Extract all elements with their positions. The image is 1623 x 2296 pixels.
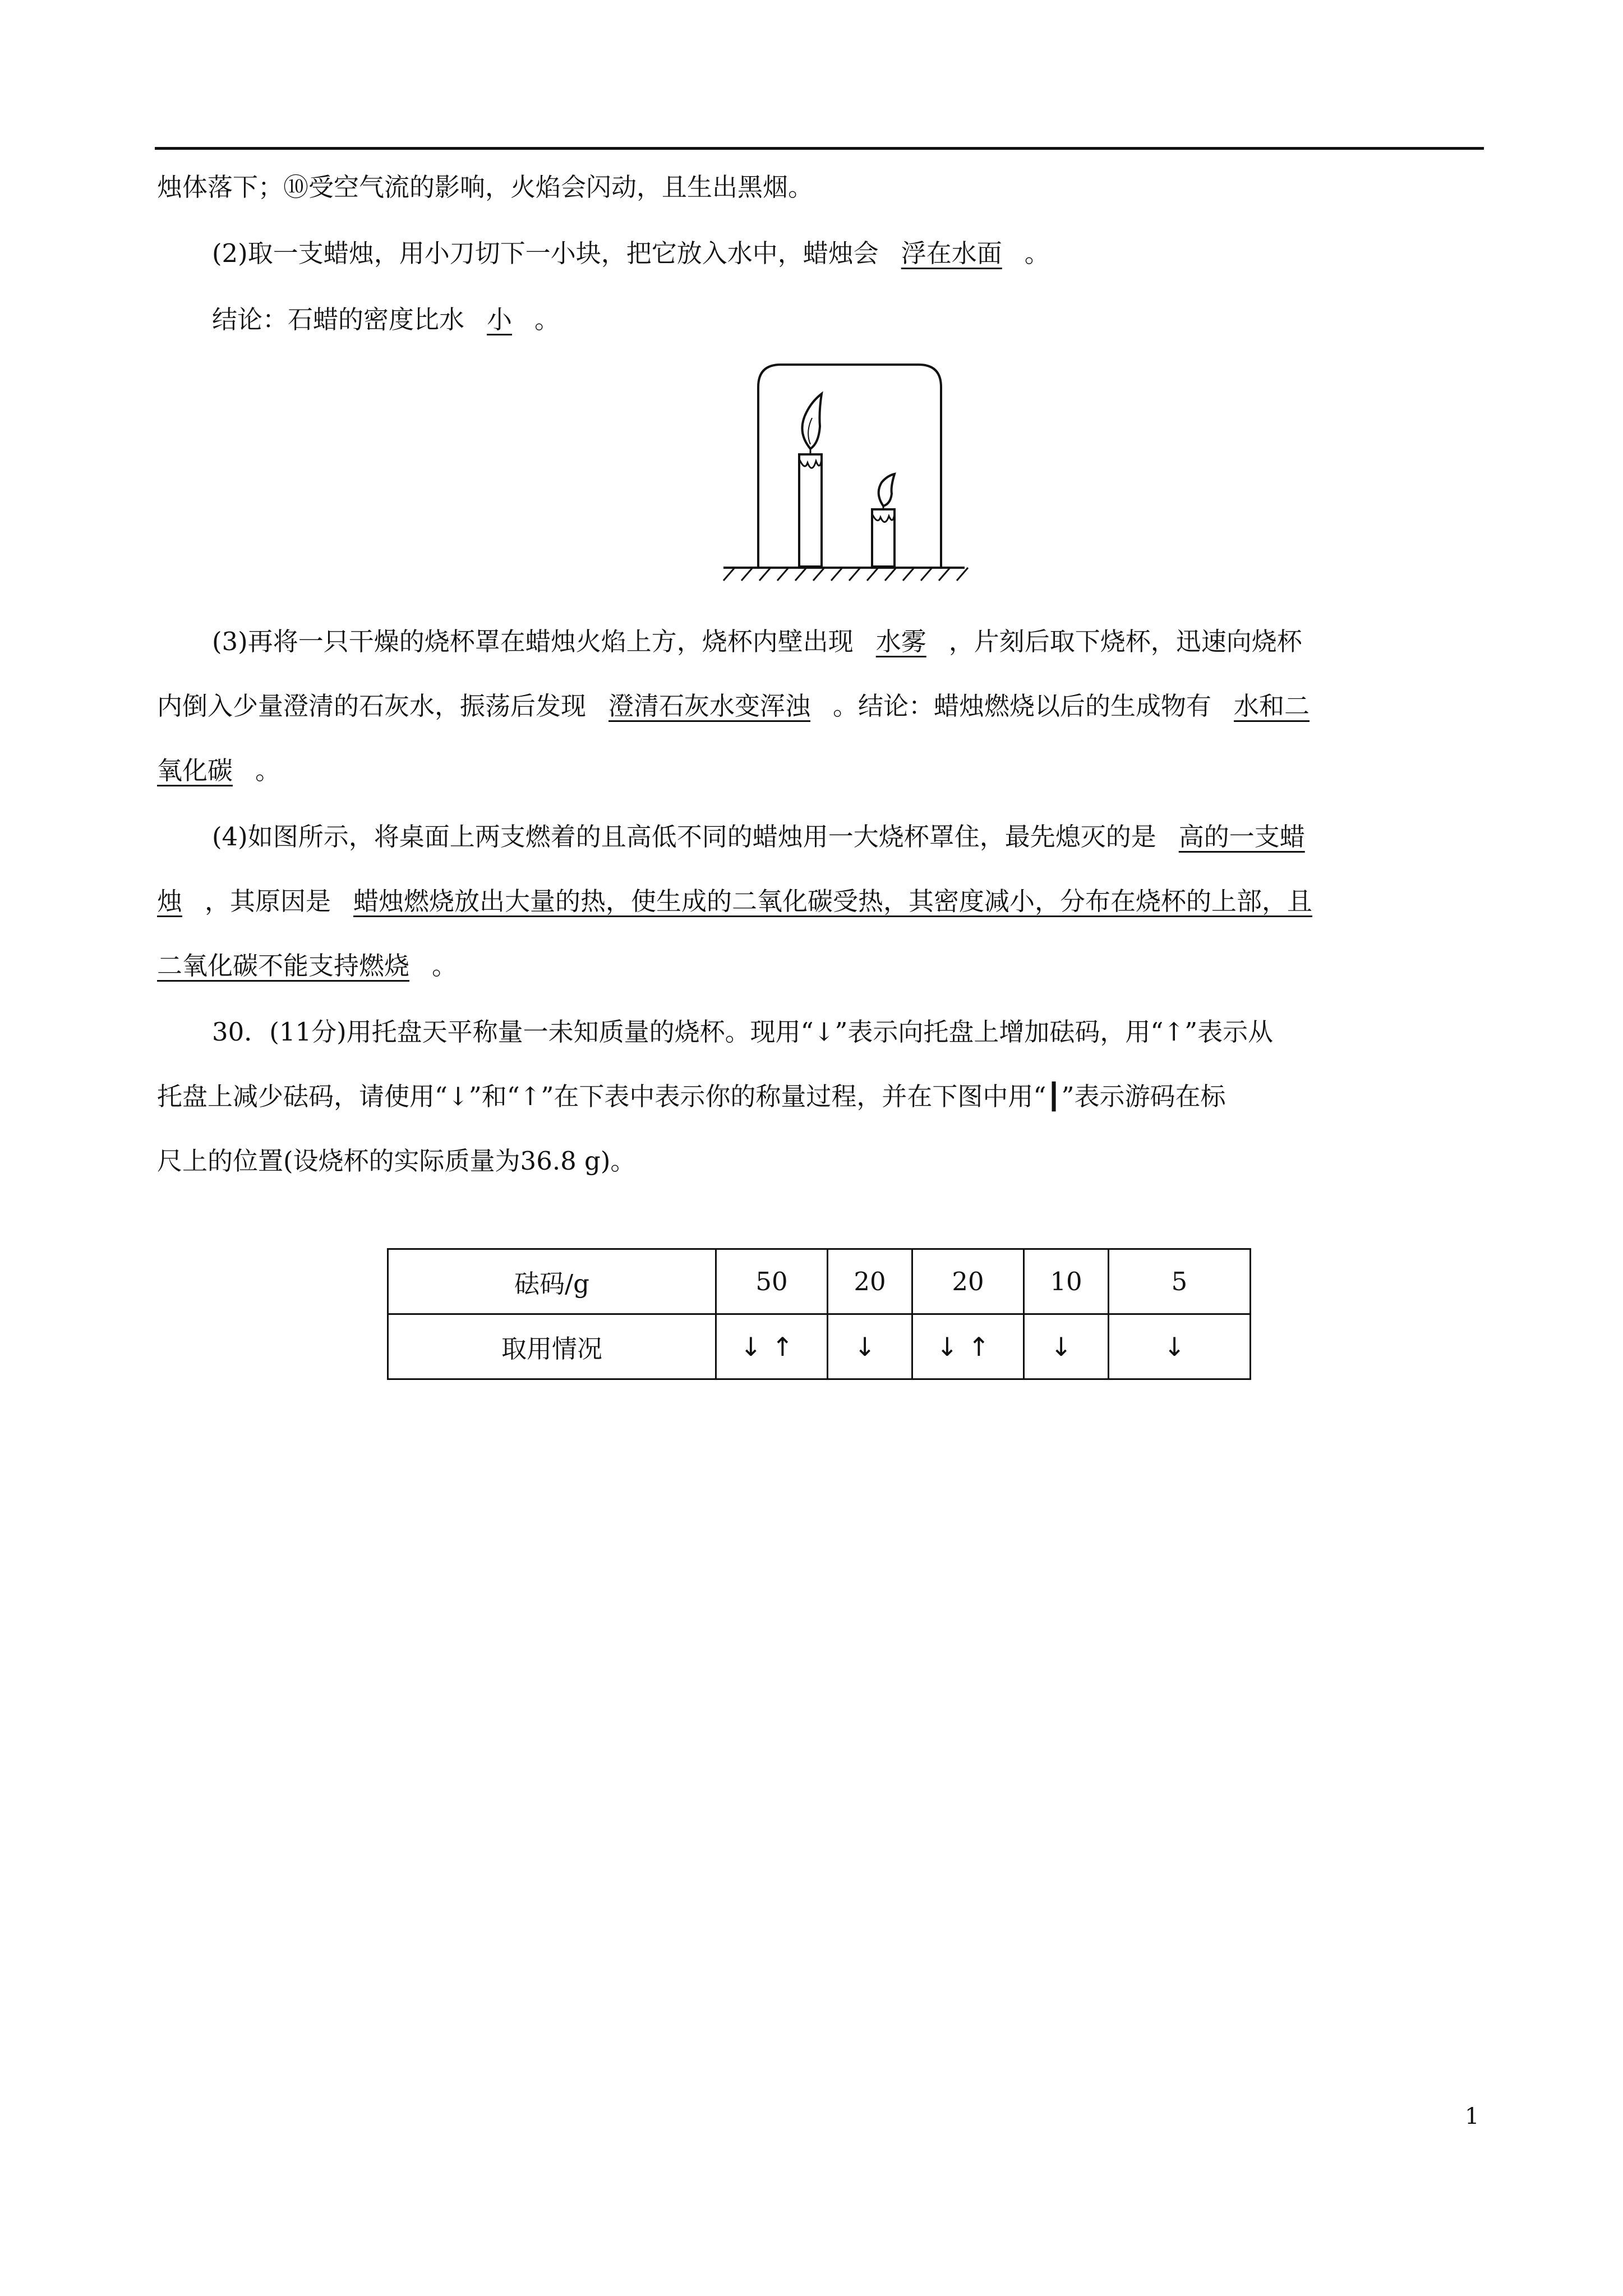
text-line: 烛体落下；⑩受空气流的影响，火焰会闪动，且生出黑烟。	[157, 172, 814, 202]
question-4-line-1: (4)如图所示，将桌面上两支燃着的且高低不同的蜡烛用一大烧杯罩住，最先熄灭的是 高的一支蜡	[212, 822, 1305, 852]
table-cell: 取用情况	[388, 1314, 716, 1379]
candles-beaker-figure	[712, 359, 976, 583]
answer-reason-part1: 蜡烛燃烧放出大量的热，使生成的二氧化碳受热，其密度减小，分布在烧杯的上部，且	[353, 886, 1313, 916]
page-number: 1	[1465, 2104, 1479, 2129]
answer-water-mist: 水雾	[875, 627, 926, 656]
answer-float: 浮在水面	[901, 238, 1002, 268]
answer-products-part1: 水和二	[1234, 691, 1310, 721]
table-row	[388, 1314, 1251, 1379]
table-cell: ↓	[1109, 1314, 1251, 1379]
table-header-row	[388, 1249, 1251, 1314]
question-3-line-2: 内倒入少量澄清的石灰水，振荡后发现 澄清石灰水变浑浊 。结论：蜡烛燃烧以后的生成物有 水和二	[157, 691, 1310, 721]
conclusion-line: 结论：石蜡的密度比水 小 。	[212, 305, 560, 334]
question-4-line-3: 二氧化碳不能支持燃烧 。	[157, 951, 458, 981]
table-header-cell: 50	[716, 1249, 828, 1314]
answer-first-out-part1: 高的一支蜡	[1178, 822, 1305, 852]
question-3-line-1: (3)再将一只干燥的烧杯罩在蜡烛火焰上方，烧杯内壁出现 水雾 ，片刻后取下烧杯，迅速向烧杯	[212, 627, 1302, 656]
table-cell: ↓	[828, 1314, 912, 1379]
table-header-cell: 砝码/g	[388, 1249, 716, 1314]
table-cell: ↓	[1024, 1314, 1109, 1379]
answer-limewater: 澄清石灰水变浑浊	[608, 691, 811, 721]
question-4-line-2: 烛 ，其原因是 蜡烛燃烧放出大量的热，使生成的二氧化碳受热，其密度减小，分布在烧杯的上部，且	[157, 886, 1313, 916]
table-header-cell: 20	[828, 1249, 912, 1314]
top-rule	[155, 147, 1484, 150]
question-3-line-3: 氧化碳 。	[157, 756, 281, 785]
question-30-line-3: 尺上的位置(设烧杯的实际质量为36.8 g)。	[157, 1146, 636, 1176]
question-2-line: (2)取一支蜡烛，用小刀切下一小块，把它放入水中，蜡烛会 浮在水面 。	[212, 238, 1050, 268]
question-30-line-2: 托盘上减少砝码，请使用“↓”和“↑”在下表中表示你的称量过程，并在下图中用“┃”表示游码在标	[157, 1082, 1226, 1111]
table-header-cell: 10	[1024, 1249, 1109, 1314]
table-cell: ↓↑	[716, 1314, 828, 1379]
table-header-cell: 5	[1109, 1249, 1251, 1314]
answer-reason-part2: 二氧化碳不能支持燃烧	[157, 951, 410, 981]
answer-products-part2: 氧化碳	[157, 756, 233, 785]
weights-table	[387, 1248, 1251, 1380]
table-cell: ↓↑	[912, 1314, 1024, 1379]
table-header-cell: 20	[912, 1249, 1024, 1314]
answer-first-out-part2: 烛	[157, 886, 183, 916]
question-30-line-1: 30．(11分)用托盘天平称量一未知质量的烧杯。现用“↓”表示向托盘上增加砝码，用“↑”表示从	[212, 1017, 1274, 1047]
answer-density: 小	[487, 305, 513, 334]
